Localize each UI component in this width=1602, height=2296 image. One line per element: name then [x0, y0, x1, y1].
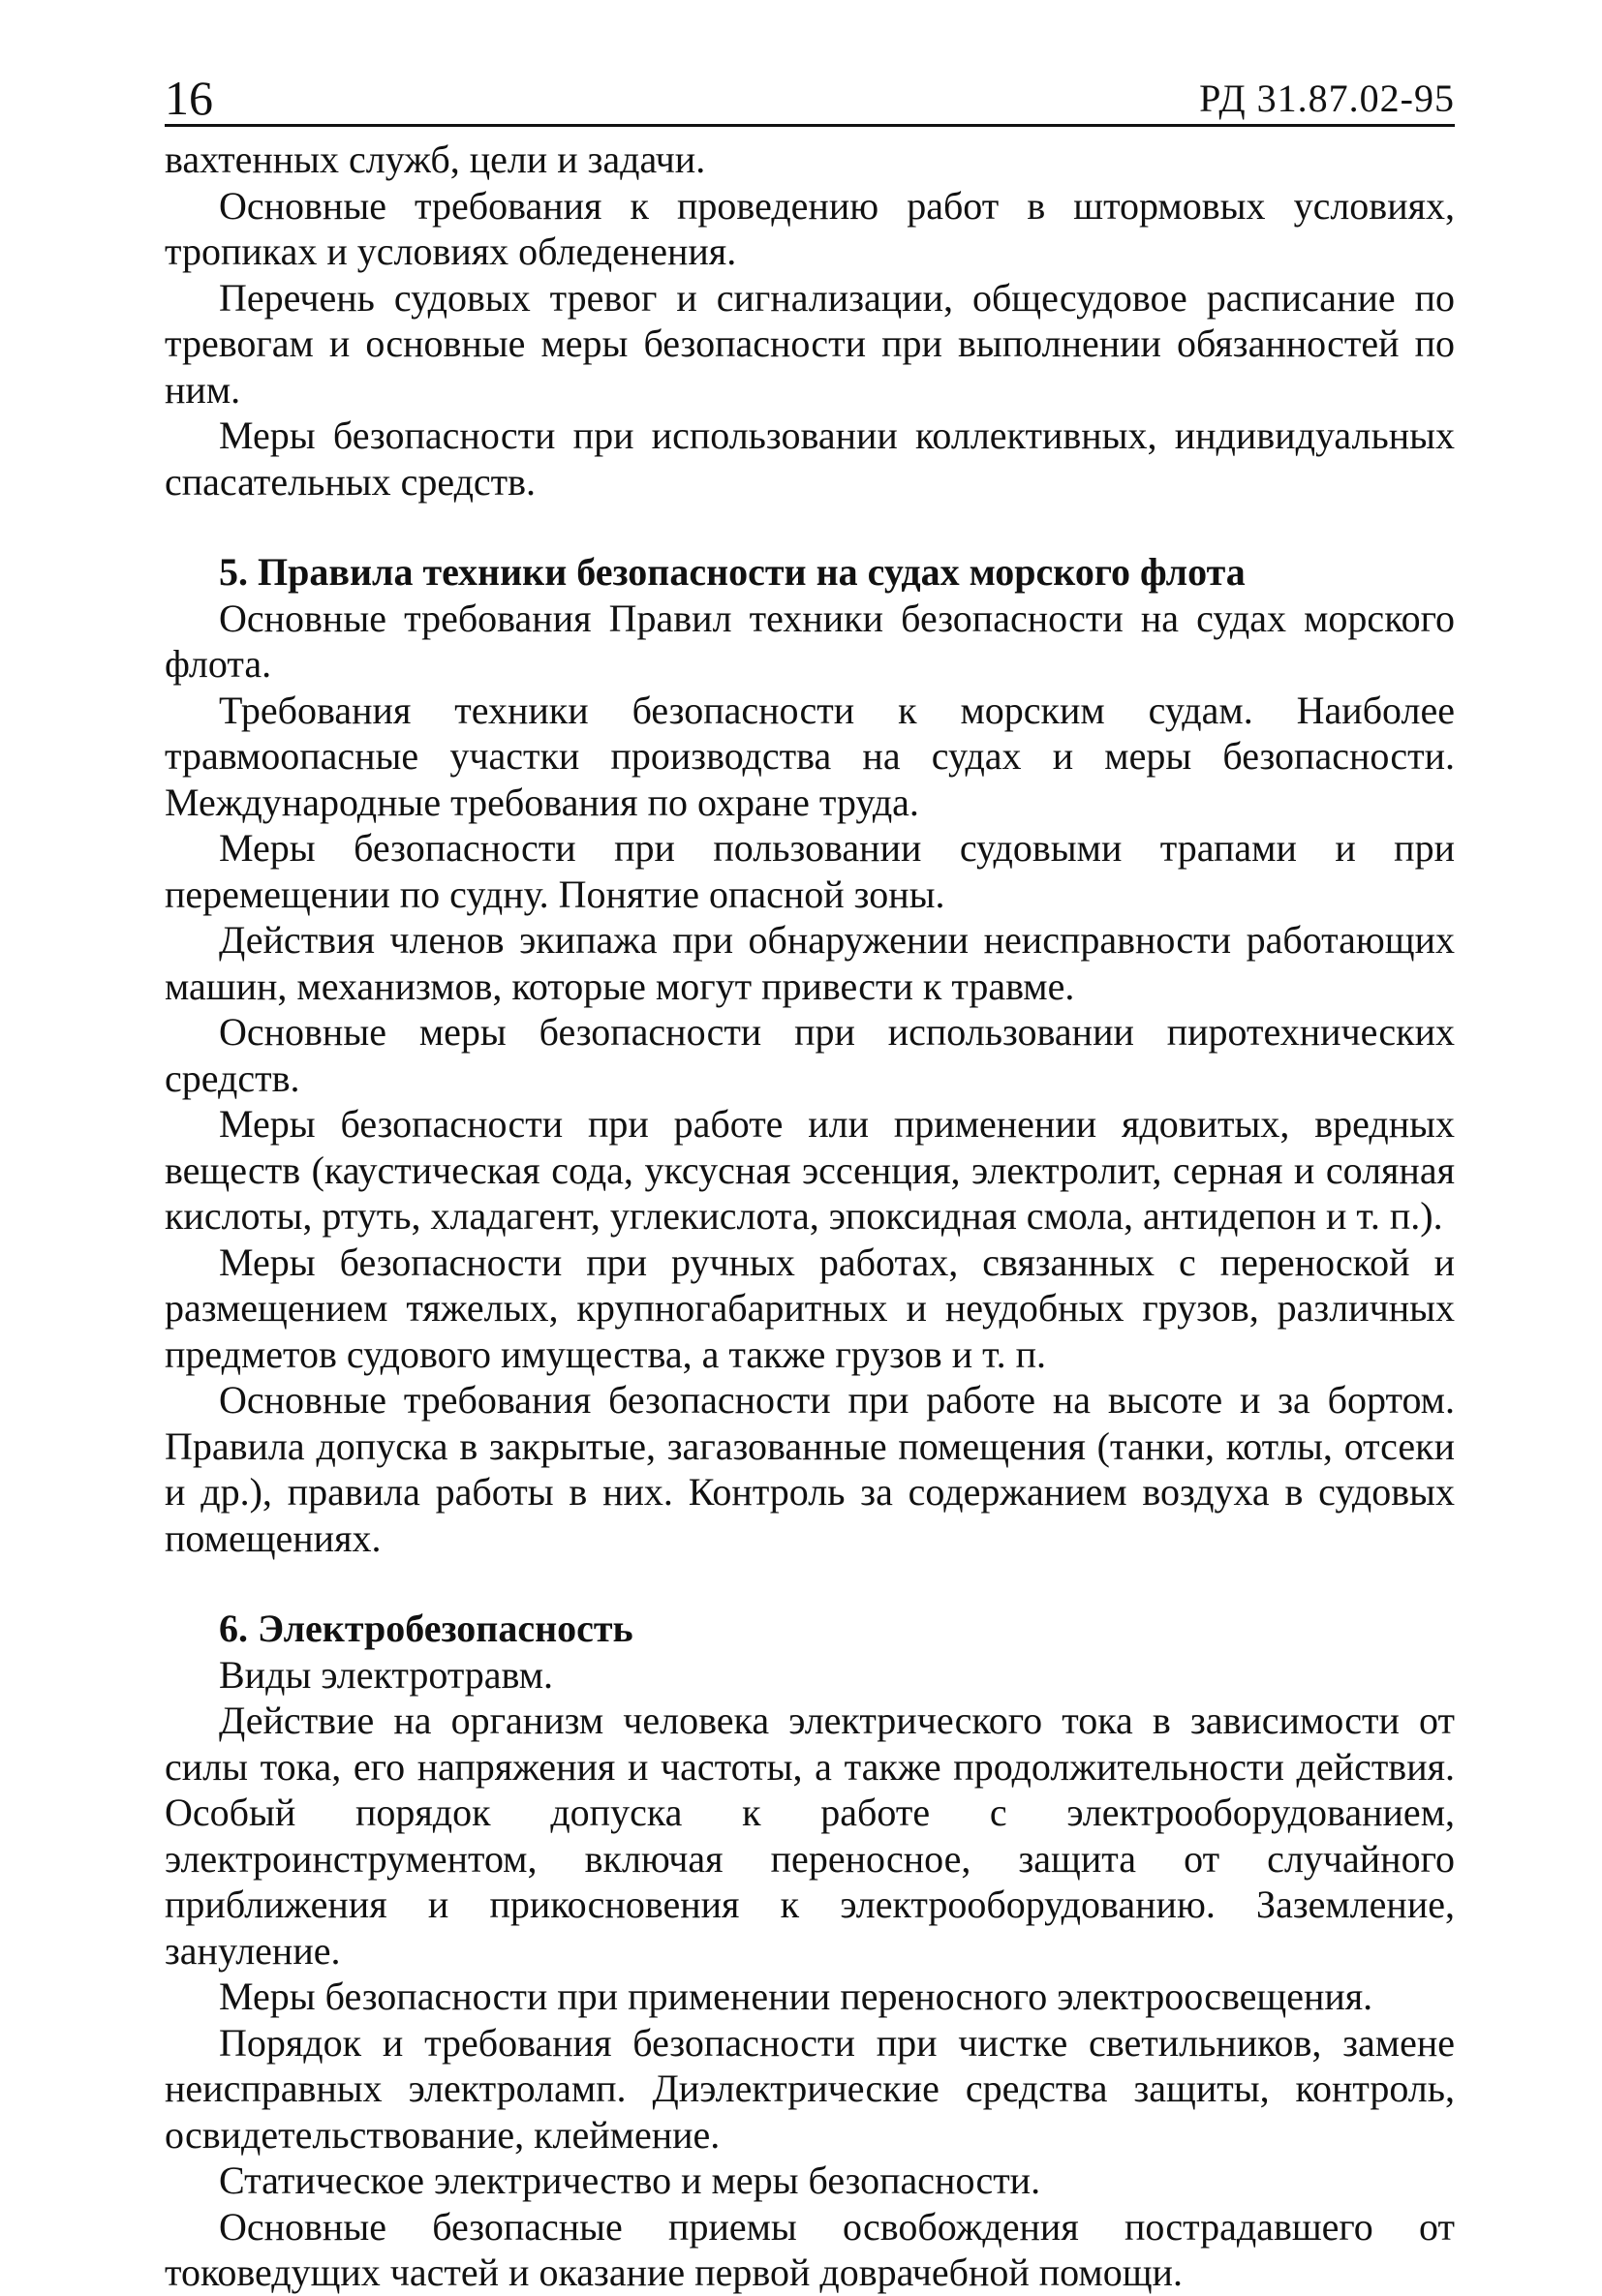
- paragraph: Статическое электричество и меры безопасности.: [219, 2158, 1041, 2202]
- paragraph: Основные требования Правил техники безопасности на судах морского флота.: [165, 596, 1455, 686]
- page-number: 16: [165, 71, 213, 125]
- section-heading-6: 6. Электробезопасность: [219, 1607, 633, 1650]
- paragraph: Основные меры безопасности при использовании пиротехнических средств.: [165, 1010, 1455, 1100]
- section-heading-5: 5. Правила техники безопасности на судах морского флота: [219, 550, 1246, 594]
- paragraph: Виды электротравм.: [219, 1652, 554, 1697]
- paragraph: Действие на организм человека электрического тока в зависимости от силы тока, его напряжения и частоты, а также продолжительности действия. Особый порядок допуска к работе с электрооборудованием, электроинструментом, включая переносное, защита от случайного приближения и прикосновения к электрооборудованию. Заземление, зануление.: [165, 1699, 1455, 1973]
- paragraph: Меры безопасности при применении переносного электроосвещения.: [219, 1975, 1373, 2018]
- continuation-paragraph: вахтенных служб, цели и задачи.: [165, 138, 706, 181]
- paragraph: Основные требования безопасности при работе на высоте и за бортом. Правила допуска в закрытые, загазованные помещения (танки, котлы, отсеки и др.), правила работы в них. Контроль за содержанием воздуха в судовых помещениях.: [165, 1378, 1455, 1560]
- paragraph: Действия членов экипажа при обнаружении неисправности работающих машин, механизмов, которые могут привести к травме.: [165, 918, 1455, 1008]
- paragraph: Основные требования к проведению работ в штормовых условиях, тропиках и условиях обледенения.: [165, 183, 1455, 273]
- page-header: [165, 68, 1455, 127]
- paragraph: Порядок и требования безопасности при чистке светильников, замене неисправных электроламп. Диэлектрические средства защиты, контроль, освидетельствование, клеймение.: [165, 2020, 1455, 2157]
- paragraph: Меры безопасности при пользовании судовыми трапами и при перемещении по судну. Понятие опасной зоны.: [165, 826, 1455, 916]
- paragraph: Меры безопасности при использовании коллективных, индивидуальных спасательных средств.: [165, 413, 1455, 504]
- paragraph: Основные безопасные приемы освобождения пострадавшего от токоведущих частей и оказание первой доврачебной помощи.: [165, 2204, 1455, 2294]
- paragraph: Меры безопасности при работе или применении ядовитых, вредных веществ (каустическая сода, уксусная эссенция, электролит, серная и соляная кислоты, ртуть, хладагент, углекислота, эпоксидная смола, антидепон и т. п.).: [165, 1102, 1455, 1238]
- document-code: РД 31.87.02-95: [1199, 77, 1455, 120]
- paragraph: Требования техники безопасности к морским судам. Наиболее травмоопасные участки производства на судах и меры безопасности. Международные требования по охране труда.: [165, 688, 1455, 824]
- page-body: [165, 137, 1455, 2296]
- paragraph: Перечень судовых тревог и сигнализации, общесудовое расписание по тревогам и основные меры безопасности при выполнении обязанностей по ним.: [165, 275, 1455, 412]
- paragraph: Меры безопасности при ручных работах, связанных с переноской и размещением тяжелых, крупногабаритных и неудобных грузов, различных предметов судового имущества, а также грузов и т. п.: [165, 1240, 1455, 1376]
